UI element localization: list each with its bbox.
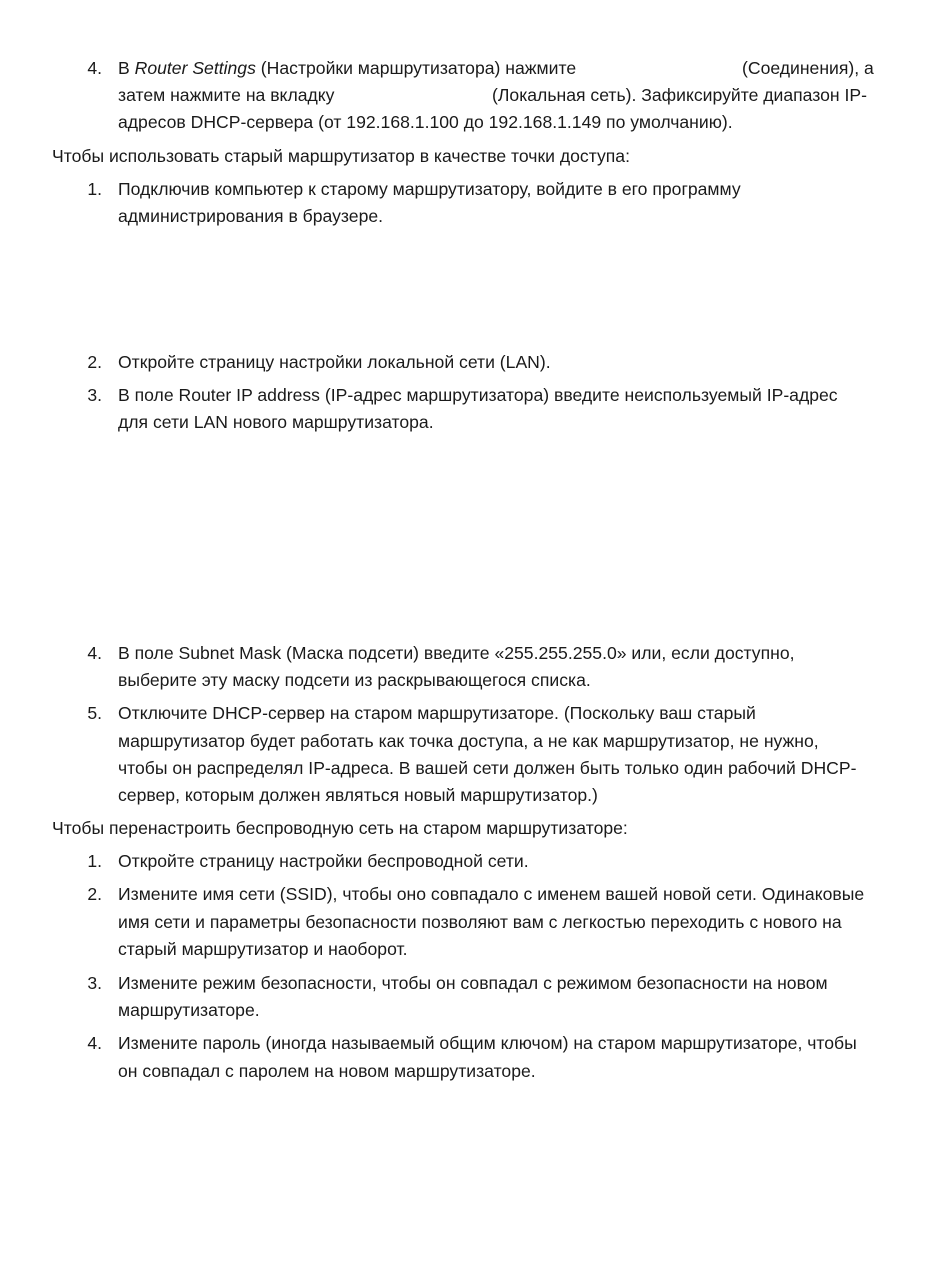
list-item-text: для сети LAN нового маршрутизатора. xyxy=(118,412,434,432)
list-item-text: он совпадал с паролем на новом маршрутизаторе. xyxy=(118,1061,536,1081)
list-number: 3. xyxy=(87,385,102,405)
text-fragment: (Настройки маршрутизатора) нажмите xyxy=(255,58,577,78)
list-item-text: адресов DHCP-сервера (от 192.168.1.100 до 192.168.1.149 по умолчанию). xyxy=(118,112,733,132)
intro-wireless: Чтобы перенастроить беспроводную сеть на старом маршрутизаторе: xyxy=(52,818,628,838)
list-item-text: Измените режим безопасности, чтобы он совпадал с режимом безопасности на новом xyxy=(118,973,828,993)
list-number: 4. xyxy=(87,58,102,78)
list-item-text: старый маршрутизатор и наоборот. xyxy=(118,939,408,959)
list-item-text: сервер, которым должен являться новый маршрутизатор.) xyxy=(118,785,598,805)
list-number: 5. xyxy=(87,703,102,723)
list-number: 1. xyxy=(87,851,102,871)
list-number: 2. xyxy=(87,884,102,904)
list-number: 2. xyxy=(87,352,102,372)
list-item-text: маршрутизатор будет работать как точка доступа, а не как маршрутизатор, не нужно, xyxy=(118,731,819,751)
list-item-text: маршрутизаторе. xyxy=(118,1000,260,1020)
list-item-text: Откройте страницу настройки локальной сети (LAN). xyxy=(118,352,551,372)
list-item-text: Откройте страницу настройки беспроводной сети. xyxy=(118,851,529,871)
list-item-text: Подключив компьютер к старому маршрутизатору, войдите в его программу xyxy=(118,179,741,199)
list-item-text xyxy=(118,55,576,83)
list-item-text: Измените пароль (иногда называемый общим ключом) на старом маршрутизаторе, чтобы xyxy=(118,1033,857,1053)
list-item-text: имя сети и параметры безопасности позволяют вам с легкостью переходить с нового на xyxy=(118,912,842,932)
text-fragment: В xyxy=(118,58,135,78)
list-number: 4. xyxy=(87,1033,102,1053)
router-settings-emphasis: Router Settings xyxy=(134,58,256,78)
list-item-text: Отключите DHCP-сервер на старом маршрутизаторе. (Поскольку ваш старый xyxy=(118,703,756,723)
list-item-text: (Соединения), а xyxy=(742,58,874,78)
intro-access-point: Чтобы использовать старый маршрутизатор в качестве точки доступа: xyxy=(52,146,630,166)
list-item-text: Измените имя сети (SSID), чтобы оно совпадало с именем вашей новой сети. Одинаковые xyxy=(118,884,865,904)
list-number: 4. xyxy=(87,643,102,663)
list-item-text: затем нажмите на вкладку xyxy=(118,85,335,105)
list-item-text: В поле Router IP address (IP-адрес маршрутизатора) введите неиспользуемый IP-адрес xyxy=(118,385,838,405)
list-item-text: В поле Subnet Mask (Маска подсети) введите «255.255.255.0» или, если доступно, xyxy=(118,643,795,663)
list-item-text: чтобы он распределял IP-адреса. В вашей сети должен быть только один рабочий DHCP- xyxy=(118,758,857,778)
list-item-text: (Локальная сеть). Зафиксируйте диапазон IP- xyxy=(492,85,867,105)
list-number: 1. xyxy=(87,179,102,199)
list-item-text: выберите эту маску подсети из раскрывающегося списка. xyxy=(118,670,591,690)
list-number: 3. xyxy=(87,973,102,993)
list-item-text: администрирования в браузере. xyxy=(118,206,384,226)
